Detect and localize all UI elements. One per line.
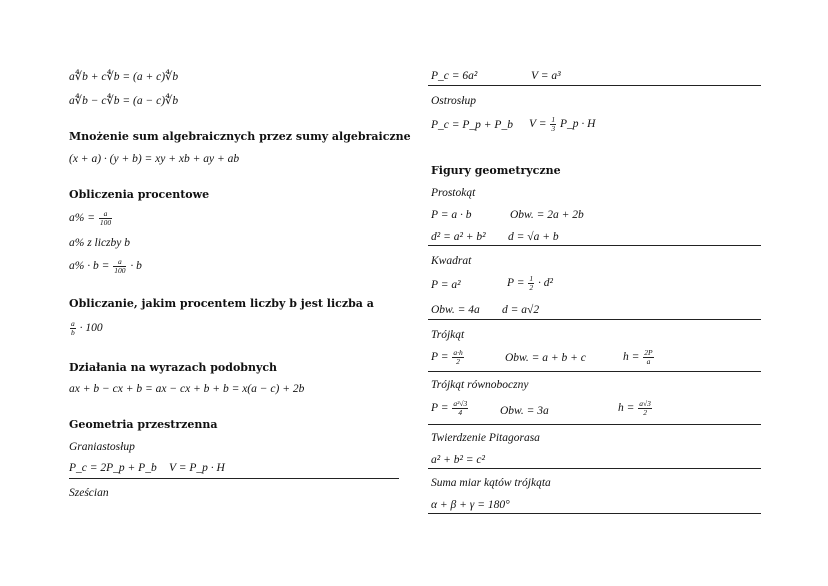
angles-sum-label: Suma miar kątów trójkąta: [431, 477, 551, 489]
square-area2-fraction: [528, 275, 534, 292]
triangle-perimeter-formula: Obw. = a + b + c: [505, 352, 586, 364]
percent-f1-fraction: [99, 210, 112, 227]
rect-diag-sq-formula: d² = a² + b²: [431, 231, 486, 243]
cube-area-formula: P_c = 6a²: [431, 70, 478, 82]
triangle-height-den: a: [646, 357, 651, 366]
triangle-area-lhs: P =: [431, 351, 449, 364]
triangle-area-formula: [431, 349, 465, 366]
equi-area-lhs: P =: [431, 402, 449, 415]
triangle-height-lhs: h =: [623, 351, 640, 364]
percent-f2-lhs: a% · b =: [69, 260, 110, 273]
rectangle-label: Prostokąt: [431, 187, 476, 199]
which-den: b: [71, 328, 75, 337]
percent-f2-rhs: · b: [130, 260, 142, 273]
percent-f1-num: a: [99, 210, 112, 219]
equi-height-fraction: [638, 400, 652, 417]
square-area2-formula: [507, 275, 553, 292]
equilateral-divider: [428, 424, 761, 425]
which-percent-heading: Obliczanie, jakim procentem liczby b jest liczba a: [69, 297, 374, 310]
rect-diagonal-formula: d = √a + b: [508, 231, 559, 243]
square-area2-num: 1: [529, 274, 534, 283]
triangle-divider: [428, 371, 761, 372]
angles-sum-formula: α + β + γ = 180°: [431, 499, 510, 511]
percent-f1-den: 100: [99, 218, 112, 227]
triangle-label: Trójkąt: [431, 329, 465, 341]
triangle-height-formula: [623, 349, 655, 366]
mult-formula: (x + a) · (y + b) = xy + xb + ay + ab: [69, 153, 240, 165]
angles-divider: [428, 513, 761, 514]
percent-f2-num: a: [113, 258, 126, 267]
percent-f2-fraction: [113, 258, 126, 275]
root-sum-formula: a∜b + c∜b = (a + c)∜b: [69, 71, 179, 83]
square-area-formula: P = a²: [431, 279, 461, 291]
cube-label: Sześcian: [69, 487, 109, 499]
cube-divider: [428, 85, 761, 86]
rect-perimeter-formula: Obw. = 2a + 2b: [510, 209, 584, 221]
rectangle-divider: [428, 245, 761, 246]
triangle-height-num: 2P: [644, 348, 653, 357]
prism-label: Graniastosłup: [69, 441, 135, 453]
percent-f1-lhs: a% =: [69, 212, 95, 225]
square-area2-rhs: · d²: [537, 277, 553, 290]
pyramid-label: Ostrosłup: [431, 95, 476, 107]
pyramid-volume-rhs: P_p · H: [559, 118, 596, 131]
triangle-area-den: 2: [456, 357, 460, 366]
percent-formula-2: [69, 258, 142, 275]
pythagoras-label: Twierdzenie Pitagorasa: [431, 432, 540, 444]
equi-height-den: 2: [643, 408, 647, 417]
like-terms-formula: ax + b − cx + b = ax − cx + b + b = x(a − c) + 2b: [69, 383, 305, 395]
prism-volume-formula: V = P_p · H: [169, 462, 225, 474]
figures-heading: Figury geometryczne: [431, 164, 561, 177]
equi-area-num: a²√3: [453, 399, 468, 408]
square-diagonal-formula: d = a√2: [502, 304, 540, 316]
equi-height-lhs: h =: [618, 402, 635, 415]
equi-height-num: a√3: [639, 399, 651, 408]
equi-area-formula: [431, 400, 469, 417]
rect-area-formula: P = a · b: [431, 209, 472, 221]
pyramid-volume-lhs: V =: [529, 118, 547, 131]
pyramid-area-formula: P_c = P_p + P_b: [431, 119, 513, 131]
which-rhs: · 100: [79, 322, 103, 335]
equi-area-den: 4: [458, 408, 463, 417]
pythagoras-formula: a² + b² = c²: [431, 454, 485, 466]
pyramid-volume-num: 1: [551, 115, 556, 124]
which-num: a: [71, 319, 75, 328]
triangle-area-num: a·h: [453, 348, 463, 357]
solid-geometry-heading: Geometria przestrzenna: [69, 418, 218, 431]
percent-formula-1: [69, 210, 113, 227]
cube-volume-formula: V = a³: [531, 70, 561, 82]
equi-height-formula: [618, 400, 653, 417]
which-fraction: [70, 320, 76, 337]
square-area2-lhs: P =: [507, 277, 525, 290]
equi-area-fraction: [452, 400, 468, 417]
triangle-area-fraction: [452, 349, 463, 366]
pythagoras-divider: [428, 468, 761, 469]
square-area2-den: 2: [529, 283, 534, 292]
prism-area-formula: P_c = 2P_p + P_b: [69, 462, 157, 474]
square-divider: [428, 319, 761, 320]
like-terms-heading: Działania na wyrazach podobnych: [69, 361, 278, 374]
pyramid-volume-formula: [529, 116, 595, 133]
prism-divider: [69, 478, 399, 479]
percent-f2-den: 100: [114, 266, 126, 275]
mult-heading: Mnożenie sum algebraicznych przez sumy algebraiczne: [69, 130, 411, 143]
pyramid-volume-den: 3: [551, 124, 556, 133]
which-percent-formula: [69, 320, 103, 337]
pyramid-volume-fraction: [550, 116, 556, 133]
percent-heading: Obliczenia procentowe: [69, 188, 210, 201]
percent-of-b-label: a% z liczby b: [69, 237, 131, 249]
square-perimeter-formula: Obw. = 4a: [431, 304, 480, 316]
square-label: Kwadrat: [431, 255, 472, 267]
equi-perimeter-formula: Obw. = 3a: [500, 405, 549, 417]
root-diff-formula: a∜b − c∜b = (a − c)∜b: [69, 95, 179, 107]
equilateral-label: Trójkąt równoboczny: [431, 379, 529, 391]
triangle-height-fraction: [643, 349, 653, 366]
